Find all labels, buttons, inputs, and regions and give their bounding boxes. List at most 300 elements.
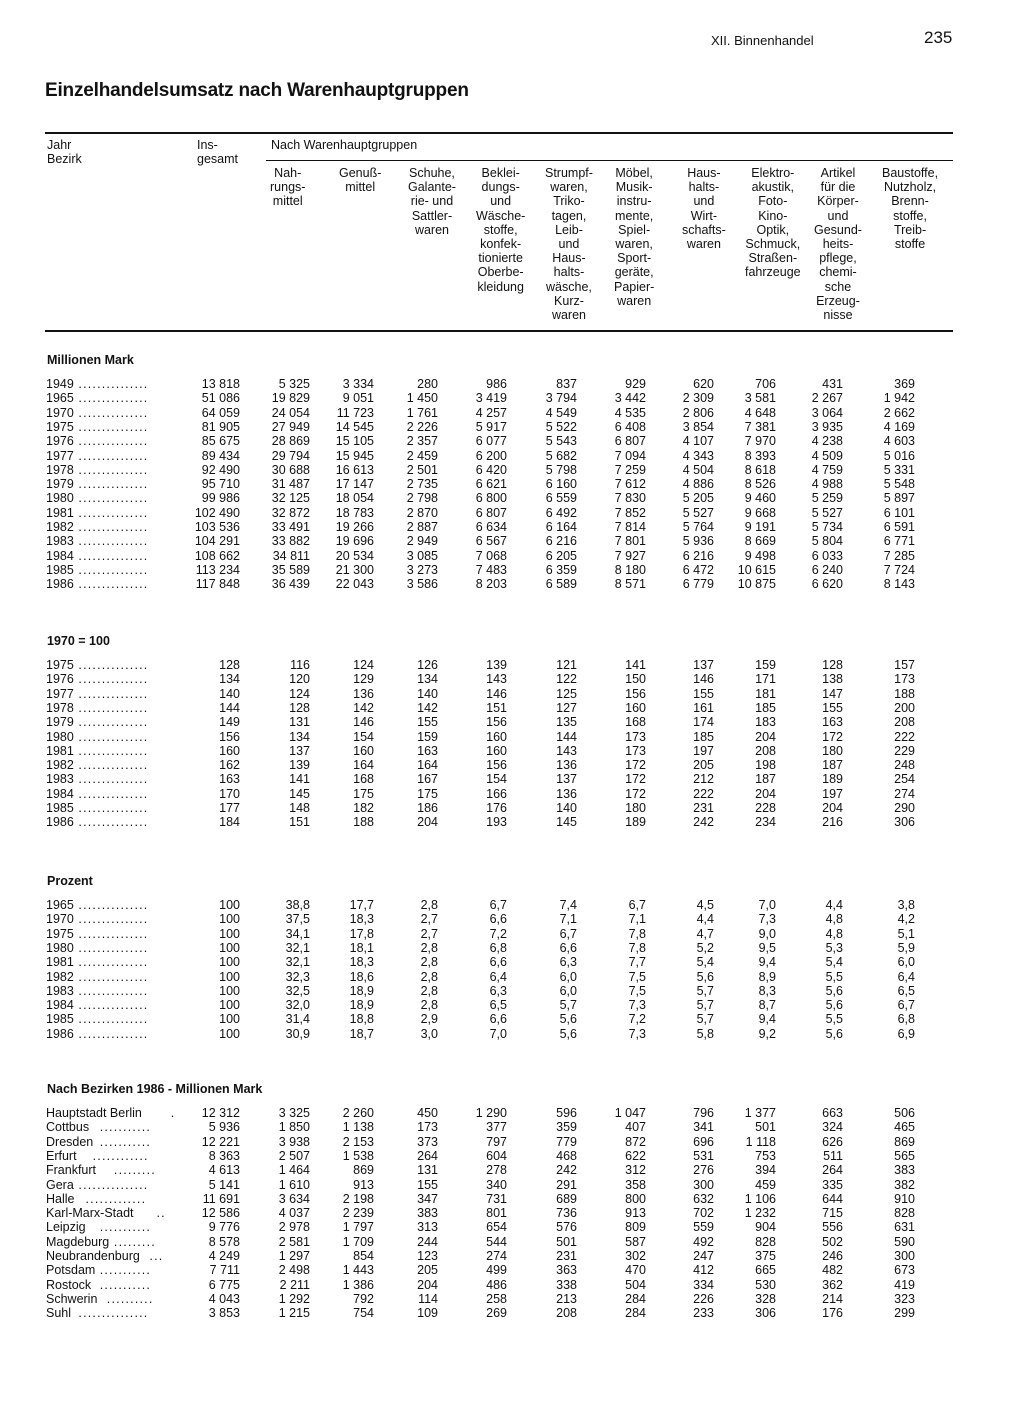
cell-total: 162 xyxy=(219,758,240,773)
table-row xyxy=(0,377,1024,391)
cell-group-4: 278 xyxy=(486,1163,507,1178)
row-label: Potsdam xyxy=(46,1263,96,1278)
cell-group-3: 2,8 xyxy=(420,998,438,1013)
cell-group-7: 702 xyxy=(693,1206,714,1221)
cell-group-4: 274 xyxy=(486,1249,507,1263)
row-label: 1965 xyxy=(46,898,74,912)
cell-group-10: 173 xyxy=(894,672,915,687)
cell-group-2: 1 709 xyxy=(342,1234,374,1249)
cell-group-1: 3 325 xyxy=(278,1106,310,1120)
cell-group-10: 6,9 xyxy=(897,1026,915,1041)
cell-group-2: 18,9 xyxy=(349,983,374,998)
cell-group-3: 2,8 xyxy=(420,898,438,912)
cell-group-9: 214 xyxy=(822,1291,843,1306)
leader-dots: ............... xyxy=(78,801,149,815)
cell-group-6: 168 xyxy=(625,715,646,730)
cell-total: 149 xyxy=(219,715,240,730)
leader-dots: .......... xyxy=(106,1291,154,1306)
cell-group-6: 284 xyxy=(625,1291,646,1306)
cell-group-5: 143 xyxy=(556,743,577,758)
cell-group-2: 14 545 xyxy=(335,419,374,434)
table-row xyxy=(0,420,1024,434)
cell-group-8: 4 648 xyxy=(744,405,776,420)
row-label: 1976 xyxy=(46,672,74,687)
cell-group-9: 216 xyxy=(822,815,843,830)
cell-group-7: 4,7 xyxy=(696,926,714,941)
cell-total: 4 043 xyxy=(208,1291,240,1306)
table-row xyxy=(0,898,1024,912)
leader-dots: ............... xyxy=(78,520,149,534)
cell-group-4: 499 xyxy=(486,1263,507,1278)
cell-group-5: 6 164 xyxy=(545,520,577,534)
cell-group-4: 151 xyxy=(486,700,507,715)
cell-group-6: 622 xyxy=(625,1148,646,1163)
cell-group-5: 137 xyxy=(556,772,577,787)
leader-dots: ............... xyxy=(78,898,149,912)
table-row xyxy=(0,1263,1024,1277)
cell-group-2: 869 xyxy=(353,1163,374,1178)
cell-group-7: 4,5 xyxy=(696,898,714,912)
table-row xyxy=(0,520,1024,534)
cell-group-10: 274 xyxy=(894,786,915,801)
cell-group-8: 9 498 xyxy=(744,548,776,563)
row-label: 1977 xyxy=(46,448,74,463)
table-row xyxy=(0,406,1024,420)
cell-group-1: 31,4 xyxy=(285,1012,310,1027)
cell-group-3: 167 xyxy=(417,772,438,787)
cell-group-6: 180 xyxy=(625,801,646,815)
cell-group-2: 18,9 xyxy=(349,998,374,1013)
cell-group-8: 828 xyxy=(755,1234,776,1249)
cell-total: 12 586 xyxy=(201,1206,240,1221)
cell-group-9: 4 759 xyxy=(811,462,843,477)
cell-group-2: 164 xyxy=(353,758,374,773)
cell-group-1: 38,8 xyxy=(285,898,310,912)
leader-dots: ............... xyxy=(78,434,149,449)
cell-group-10: 4 603 xyxy=(883,434,915,449)
leader-dots: ............... xyxy=(78,548,149,563)
cell-group-5: 4 549 xyxy=(545,405,577,420)
cell-group-3: 3 085 xyxy=(406,548,438,563)
cell-group-6: 809 xyxy=(625,1220,646,1235)
cell-group-3: 205 xyxy=(417,1263,438,1278)
cell-group-1: 32,0 xyxy=(285,998,310,1013)
cell-group-7: 5,7 xyxy=(696,983,714,998)
cell-group-5: 6,3 xyxy=(559,955,577,970)
leader-dots: ............... xyxy=(78,983,149,998)
cell-total: 100 xyxy=(219,969,240,984)
cell-group-7: 247 xyxy=(693,1249,714,1263)
cell-group-8: 8 618 xyxy=(744,462,776,477)
cell-group-1: 32,1 xyxy=(285,955,310,970)
cell-group-8: 171 xyxy=(755,672,776,687)
cell-group-1: 32,1 xyxy=(285,940,310,955)
cell-group-2: 18,8 xyxy=(349,1012,374,1027)
cell-group-7: 137 xyxy=(693,658,714,672)
cell-total: 8 363 xyxy=(208,1148,240,1163)
cell-group-9: 5,6 xyxy=(825,998,843,1013)
cell-group-4: 3 419 xyxy=(475,391,507,406)
cell-group-8: 8 669 xyxy=(744,534,776,549)
cell-group-8: 9,4 xyxy=(758,955,776,970)
cell-group-8: 204 xyxy=(755,786,776,801)
cell-group-2: 19 266 xyxy=(335,520,374,534)
cell-total: 13 818 xyxy=(201,377,240,391)
cell-group-3: 134 xyxy=(417,672,438,687)
cell-group-9: 626 xyxy=(822,1134,843,1149)
cell-group-6: 173 xyxy=(625,743,646,758)
cell-group-9: 5 734 xyxy=(811,520,843,534)
leader-dots: ........... xyxy=(99,1277,152,1292)
cell-group-9: 176 xyxy=(822,1306,843,1321)
cell-group-6: 302 xyxy=(625,1249,646,1263)
cell-group-10: 5 016 xyxy=(883,448,915,463)
cell-group-7: 233 xyxy=(693,1306,714,1321)
cell-group-3: 2 226 xyxy=(406,419,438,434)
cell-group-4: 7 068 xyxy=(475,548,507,563)
row-label: Schwerin xyxy=(46,1291,98,1306)
cell-group-8: 459 xyxy=(755,1177,776,1192)
table-row xyxy=(0,772,1024,786)
cell-group-7: 5,7 xyxy=(696,998,714,1013)
leader-dots: ............... xyxy=(78,715,149,730)
row-label: 1986 xyxy=(46,1026,74,1041)
cell-group-5: 242 xyxy=(556,1163,577,1178)
cell-group-8: 208 xyxy=(755,743,776,758)
row-label: 1984 xyxy=(46,998,74,1013)
cell-total: 128 xyxy=(219,658,240,672)
cell-group-1: 36 439 xyxy=(271,577,310,592)
cell-group-7: 6 216 xyxy=(682,548,714,563)
leader-dots: ............... xyxy=(78,926,149,941)
group-header-rule xyxy=(266,160,953,161)
leader-dots: ............... xyxy=(78,505,149,520)
table-row xyxy=(0,434,1024,448)
cell-group-5: 5 522 xyxy=(545,419,577,434)
cell-group-7: 3 854 xyxy=(682,419,714,434)
cell-group-1: 137 xyxy=(289,743,310,758)
cell-group-5: 6 359 xyxy=(545,562,577,577)
table-row xyxy=(0,658,1024,672)
cell-group-9: 189 xyxy=(822,772,843,787)
cell-group-4: 6 567 xyxy=(475,534,507,549)
cell-group-7: 161 xyxy=(693,700,714,715)
cell-group-3: 3 273 xyxy=(406,562,438,577)
cell-group-8: 185 xyxy=(755,700,776,715)
cell-group-6: 7,1 xyxy=(628,912,646,927)
cell-group-6: 6 807 xyxy=(614,434,646,449)
table-row xyxy=(0,491,1024,505)
cell-group-7: 155 xyxy=(693,686,714,701)
cell-group-2: 160 xyxy=(353,743,374,758)
row-label: Dresden xyxy=(46,1134,94,1149)
cell-total: 7 711 xyxy=(209,1263,240,1278)
cell-group-7: 242 xyxy=(693,815,714,830)
cell-total: 108 662 xyxy=(194,548,240,563)
cell-group-8: 1 377 xyxy=(744,1106,776,1120)
cell-group-3: 2,7 xyxy=(420,926,438,941)
cell-group-4: 6,6 xyxy=(489,912,507,927)
cell-group-3: 313 xyxy=(417,1220,438,1235)
table-row xyxy=(0,701,1024,715)
section-title: 1970 = 100 xyxy=(47,634,110,648)
cell-group-4: 176 xyxy=(486,801,507,815)
cell-group-8: 204 xyxy=(755,729,776,744)
row-label: Gera xyxy=(46,1177,74,1192)
cell-group-10: 5,9 xyxy=(897,940,915,955)
cell-group-10: 6,0 xyxy=(897,955,915,970)
cell-group-10: 506 xyxy=(894,1106,915,1120)
leader-dots: ............... xyxy=(78,577,149,592)
leader-dots: ............... xyxy=(78,1177,149,1192)
cell-group-4: 731 xyxy=(486,1191,507,1206)
cell-total: 89 434 xyxy=(201,448,240,463)
cell-group-1: 35 589 xyxy=(271,562,310,577)
cell-group-2: 2 239 xyxy=(342,1206,374,1221)
cell-group-5: 6 216 xyxy=(545,534,577,549)
cell-group-10: 229 xyxy=(894,743,915,758)
cell-group-7: 146 xyxy=(693,672,714,687)
cell-group-8: 187 xyxy=(755,772,776,787)
cell-group-1: 1 464 xyxy=(278,1163,310,1178)
cell-group-7: 4 107 xyxy=(682,434,714,449)
cell-group-8: 228 xyxy=(755,801,776,815)
cell-group-3: 204 xyxy=(417,815,438,830)
leader-dots: .. xyxy=(156,1206,166,1221)
cell-group-8: 183 xyxy=(755,715,776,730)
cell-group-2: 19 696 xyxy=(335,534,374,549)
leader-dots: ............... xyxy=(78,686,149,701)
cell-group-5: 363 xyxy=(556,1263,577,1278)
cell-group-9: 663 xyxy=(822,1106,843,1120)
cell-group-9: 4 509 xyxy=(811,448,843,463)
cell-total: 177 xyxy=(219,801,240,815)
cell-group-4: 544 xyxy=(486,1234,507,1249)
cell-group-9: 5 804 xyxy=(811,534,843,549)
cell-group-5: 5 798 xyxy=(545,462,577,477)
cell-group-9: 5 259 xyxy=(811,491,843,506)
cell-group-8: 375 xyxy=(755,1249,776,1263)
cell-group-10: 2 662 xyxy=(883,405,915,420)
leader-dots: . xyxy=(170,1106,176,1120)
cell-group-7: 276 xyxy=(693,1163,714,1178)
page-title: Einzelhandelsumsatz nach Warenhauptgruppen xyxy=(45,80,469,101)
row-label: 1983 xyxy=(46,983,74,998)
cell-group-7: 2 309 xyxy=(682,391,714,406)
cell-group-2: 154 xyxy=(353,729,374,744)
chapter-title: XII. Binnenhandel xyxy=(711,33,814,48)
cell-group-8: 501 xyxy=(755,1120,776,1135)
table-row xyxy=(0,463,1024,477)
cell-group-3: 373 xyxy=(417,1134,438,1149)
cell-total: 160 xyxy=(219,743,240,758)
section-title: Prozent xyxy=(47,874,93,888)
row-label: 1975 xyxy=(46,419,74,434)
cell-group-3: 2 735 xyxy=(406,477,438,492)
cell-total: 11 691 xyxy=(202,1191,240,1206)
cell-group-10: 5 331 xyxy=(883,462,915,477)
cell-group-1: 31 487 xyxy=(271,477,310,492)
cell-group-6: 172 xyxy=(625,786,646,801)
cell-total: 4 249 xyxy=(208,1249,240,1263)
cell-group-9: 5,3 xyxy=(825,940,843,955)
cell-group-3: 383 xyxy=(417,1206,438,1221)
cell-group-4: 156 xyxy=(486,758,507,773)
cell-group-5: 5 543 xyxy=(545,434,577,449)
cell-group-1: 34,1 xyxy=(285,926,310,941)
leader-dots: ......... xyxy=(113,1234,156,1249)
cell-group-5: 6,6 xyxy=(559,940,577,955)
cell-group-10: 5 897 xyxy=(883,491,915,506)
cell-total: 100 xyxy=(219,940,240,955)
cell-total: 113 234 xyxy=(195,562,240,577)
cell-group-4: 7,2 xyxy=(489,926,507,941)
cell-group-4: 6 807 xyxy=(475,505,507,520)
cell-group-7: 5 527 xyxy=(682,505,714,520)
cell-group-4: 160 xyxy=(486,729,507,744)
leader-dots: ............... xyxy=(78,405,149,420)
col-header-5: Strumpf- waren, Triko- tagen, Leib- und Haus- halts- wäsche, Kurz- waren xyxy=(545,166,593,323)
cell-group-3: 2 887 xyxy=(406,520,438,534)
cell-total: 3 853 xyxy=(208,1306,240,1321)
cell-group-8: 394 xyxy=(755,1163,776,1178)
cell-group-3: 186 xyxy=(417,801,438,815)
cell-total: 144 xyxy=(219,700,240,715)
leader-dots: ............... xyxy=(78,743,149,758)
cell-group-5: 576 xyxy=(556,1220,577,1235)
table-row xyxy=(0,391,1024,405)
leader-dots: ............... xyxy=(78,448,149,463)
row-label: 1975 xyxy=(46,926,74,941)
cell-group-5: 7,4 xyxy=(559,898,577,912)
table-row xyxy=(0,744,1024,758)
cell-group-3: 3,0 xyxy=(420,1026,438,1041)
cell-group-7: 212 xyxy=(693,772,714,787)
cell-group-5: 145 xyxy=(556,815,577,830)
leader-dots: ............... xyxy=(78,955,149,970)
cell-group-1: 34 811 xyxy=(272,548,310,563)
cell-group-8: 9,5 xyxy=(758,940,776,955)
cell-group-7: 6 779 xyxy=(682,577,714,592)
cell-total: 100 xyxy=(219,1026,240,1041)
leader-dots: ............... xyxy=(78,940,149,955)
cell-total: 100 xyxy=(219,912,240,927)
row-label: Erfurt xyxy=(46,1148,77,1163)
cell-group-5: 6,0 xyxy=(559,983,577,998)
cell-group-9: 197 xyxy=(822,786,843,801)
cell-group-9: 5,6 xyxy=(825,1026,843,1041)
cell-group-9: 324 xyxy=(822,1120,843,1135)
cell-group-8: 530 xyxy=(755,1277,776,1292)
cell-group-7: 5,6 xyxy=(696,969,714,984)
cell-group-10: 383 xyxy=(894,1163,915,1178)
cell-group-3: 3 586 xyxy=(406,577,438,592)
leader-dots: ........... xyxy=(99,1220,152,1235)
cell-group-10: 7 285 xyxy=(883,548,915,563)
cell-group-6: 3 442 xyxy=(614,391,646,406)
cell-total: 4 613 xyxy=(208,1163,240,1178)
cell-group-9: 335 xyxy=(822,1177,843,1192)
col-header-4: Beklei- dungs- und Wäsche- stoffe, konfek- tionierte Oberbe- kleidung xyxy=(476,166,526,294)
cell-group-1: 1 850 xyxy=(278,1120,310,1135)
cell-group-6: 7 927 xyxy=(614,548,646,563)
cell-group-1: 19 829 xyxy=(271,391,310,406)
cell-group-8: 1 232 xyxy=(744,1206,776,1221)
row-label: 1981 xyxy=(46,743,74,758)
cell-group-4: 340 xyxy=(486,1177,507,1192)
cell-group-7: 492 xyxy=(693,1234,714,1249)
cell-group-9: 155 xyxy=(822,700,843,715)
leader-dots: ............... xyxy=(78,1026,149,1041)
row-label: 1975 xyxy=(46,658,74,672)
cell-group-2: 16 613 xyxy=(335,462,374,477)
cell-group-6: 7 094 xyxy=(614,448,646,463)
cell-group-3: 204 xyxy=(417,1277,438,1292)
cell-group-10: 208 xyxy=(894,715,915,730)
cell-group-3: 347 xyxy=(417,1191,438,1206)
cell-group-4: 139 xyxy=(486,658,507,672)
cell-group-1: 145 xyxy=(289,786,310,801)
col-header-year-district: Jahr Bezirk xyxy=(47,138,82,167)
cell-group-2: 18 783 xyxy=(335,505,374,520)
cell-group-2: 18,1 xyxy=(349,940,374,955)
cell-group-5: 6 205 xyxy=(545,548,577,563)
cell-group-6: 160 xyxy=(625,700,646,715)
cell-group-7: 4,4 xyxy=(696,912,714,927)
col-header-7: Haus- halts- und Wirt- schafts- waren xyxy=(682,166,726,252)
cell-group-9: 644 xyxy=(822,1191,843,1206)
cell-group-7: 5,2 xyxy=(696,940,714,955)
row-label: 1978 xyxy=(46,462,74,477)
cell-group-7: 531 xyxy=(693,1148,714,1163)
cell-group-7: 231 xyxy=(693,801,714,815)
cell-group-7: 174 xyxy=(693,715,714,730)
leader-dots: ............... xyxy=(78,491,149,506)
cell-group-6: 7 852 xyxy=(614,505,646,520)
table-row xyxy=(0,730,1024,744)
cell-group-4: 156 xyxy=(486,715,507,730)
cell-group-9: 138 xyxy=(822,672,843,687)
cell-group-7: 300 xyxy=(693,1177,714,1192)
cell-group-10: 631 xyxy=(894,1220,915,1235)
cell-group-2: 854 xyxy=(353,1249,374,1263)
cell-group-1: 30 688 xyxy=(271,462,310,477)
cell-group-4: 801 xyxy=(486,1206,507,1221)
cell-total: 9 776 xyxy=(208,1220,240,1235)
cell-group-3: 2 870 xyxy=(406,505,438,520)
row-label: 1982 xyxy=(46,758,74,773)
cell-group-1: 116 xyxy=(290,658,310,672)
cell-group-6: 407 xyxy=(625,1120,646,1135)
cell-total: 100 xyxy=(219,955,240,970)
cell-total: 134 xyxy=(219,672,240,687)
table-row xyxy=(0,1220,1024,1234)
table-row xyxy=(0,912,1024,926)
leader-dots: ............... xyxy=(78,729,149,744)
row-label: 1976 xyxy=(46,434,74,449)
cell-total: 104 291 xyxy=(194,534,240,549)
cell-group-9: 5,4 xyxy=(825,955,843,970)
cell-total: 156 xyxy=(219,729,240,744)
cell-group-9: 128 xyxy=(822,658,843,672)
cell-group-5: 121 xyxy=(556,658,577,672)
row-label: 1980 xyxy=(46,491,74,506)
cell-group-4: 604 xyxy=(486,1148,507,1163)
cell-group-1: 128 xyxy=(289,700,310,715)
cell-group-7: 341 xyxy=(693,1120,714,1135)
leader-dots: ............... xyxy=(78,772,149,787)
cell-group-5: 468 xyxy=(556,1148,577,1163)
